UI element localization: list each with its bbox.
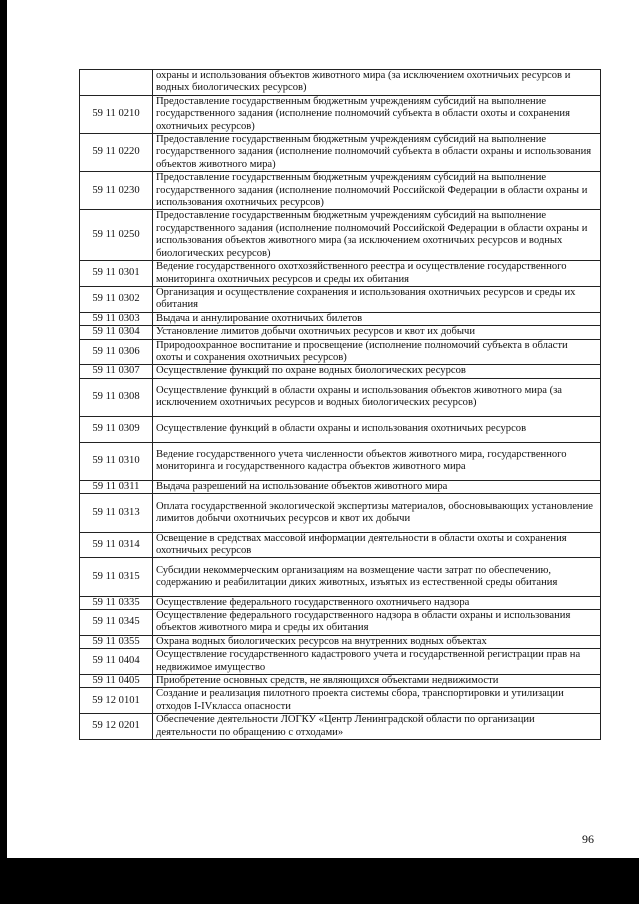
table-row: [80, 210, 601, 261]
table-row: [80, 416, 601, 442]
row-code: 59 11 0308: [80, 378, 153, 416]
table-row: [80, 134, 601, 172]
row-description: Предоставление государственным бюджетным учреждениям субсидий на выполнение государственного задания (исполнение полномочий Российской Федерации в области охраны и использования охотничьих ресурсов): [153, 172, 601, 210]
row-code: 59 11 0314: [80, 532, 153, 558]
table-row: [80, 95, 601, 133]
row-code: 59 11 0250: [80, 210, 153, 261]
table-body: [80, 70, 601, 740]
table-row: [80, 70, 601, 96]
table-row: [80, 609, 601, 635]
scan-left-edge: [0, 0, 7, 860]
row-description: Выдача разрешений на использование объектов животного мира: [153, 480, 601, 493]
row-description: Создание и реализация пилотного проекта системы сбора, транспортировки и утилизации отходов I-IVкласса опасности: [153, 688, 601, 714]
row-code: 59 11 0311: [80, 480, 153, 493]
row-description: Осуществление государственного кадастрового учета и государственной регистрации прав на недвижимое имущество: [153, 649, 601, 675]
table-row: [80, 649, 601, 675]
row-code: 59 11 0315: [80, 558, 153, 596]
row-description: Оплата государственной экологической экспертизы материалов, обосновывающих установление лимитов добычи охотничьих ресурсов и квот их добычи: [153, 494, 601, 532]
row-code: 59 11 0302: [80, 286, 153, 312]
row-description: Осуществление федерального государственного охотничьего надзора: [153, 596, 601, 609]
row-description: Освещение в средствах массовой информации деятельности в области охоты и сохранения охотничьих ресурсов: [153, 532, 601, 558]
table-row: [80, 480, 601, 493]
row-description: Субсидии некоммерческим организациям на возмещение части затрат по обеспечению, содержанию и реабилитации диких животных, изъятых из естественной среды обитания: [153, 558, 601, 596]
table-row: [80, 532, 601, 558]
row-description: Осуществление федерального государственного надзора в области охраны и использования объектов животного мира и среды их обитания: [153, 609, 601, 635]
row-code: 59 11 0355: [80, 635, 153, 648]
row-description: Ведение государственного учета численности объектов животного мира, государственного мониторинга и государственного кадастра объектов животного мира: [153, 442, 601, 480]
row-code: 59 11 0310: [80, 442, 153, 480]
row-code: 59 11 0220: [80, 134, 153, 172]
table-row: [80, 494, 601, 532]
table-row: [80, 326, 601, 339]
row-description: Организация и осуществление сохранения и использования охотничьих ресурсов и среды их обитания: [153, 286, 601, 312]
row-description: Установление лимитов добычи охотничьих ресурсов и квот их добычи: [153, 326, 601, 339]
table-row: [80, 378, 601, 416]
page-number: 96: [582, 832, 594, 846]
row-code: 59 11 0230: [80, 172, 153, 210]
row-code: 59 11 0404: [80, 649, 153, 675]
row-description: Приобретение основных средств, не являющихся объектами недвижимости: [153, 674, 601, 687]
table-row: [80, 312, 601, 325]
row-code: 59 12 0101: [80, 688, 153, 714]
row-description: охраны и использования объектов животного мира (за исключением охотничьих ресурсов и водных биологических ресурсов): [153, 70, 601, 96]
row-code: 59 12 0201: [80, 714, 153, 740]
table-row: [80, 261, 601, 287]
table-row: [80, 339, 601, 365]
row-description: Осуществление функций по охране водных биологических ресурсов: [153, 365, 601, 378]
row-code: 59 11 0335: [80, 596, 153, 609]
table-row: [80, 635, 601, 648]
row-code: 59 11 0313: [80, 494, 153, 532]
budget-codes-table: [79, 69, 601, 740]
row-code: 59 11 0304: [80, 326, 153, 339]
row-code: 59 11 0306: [80, 339, 153, 365]
scan-bottom-edge: [0, 858, 639, 904]
row-description: Предоставление государственным бюджетным учреждениям субсидий на выполнение государственного задания (исполнение полномочий субъекта в области охраны и использования объектов животного мира): [153, 134, 601, 172]
row-code: 59 11 0345: [80, 609, 153, 635]
row-code: 59 11 0307: [80, 365, 153, 378]
row-description: Предоставление государственным бюджетным учреждениям субсидий на выполнение государственного задания (исполнение полномочий Российской Федерации в области охраны и использования объектов животного мира (за исключением охотничьих ресурсов и водных биологических ресурсов): [153, 210, 601, 261]
table-row: [80, 674, 601, 687]
row-code: [80, 70, 153, 96]
table-row: [80, 558, 601, 596]
row-description: Природоохранное воспитание и просвещение (исполнение полномочий субъекта в области охоты и сохранения охотничьих ресурсов): [153, 339, 601, 365]
table-row: [80, 172, 601, 210]
row-code: 59 11 0301: [80, 261, 153, 287]
row-code: 59 11 0405: [80, 674, 153, 687]
table-row: [80, 442, 601, 480]
row-code: 59 11 0303: [80, 312, 153, 325]
table-row: [80, 365, 601, 378]
table-row: [80, 714, 601, 740]
row-code: 59 11 0309: [80, 416, 153, 442]
row-description: Ведение государственного охотхозяйственного реестра и осуществление государственного мониторинга охотничьих ресурсов и среды их обитания: [153, 261, 601, 287]
row-description: Выдача и аннулирование охотничьих билетов: [153, 312, 601, 325]
row-description: Охрана водных биологических ресурсов на внутренних водных объектах: [153, 635, 601, 648]
table-row: [80, 688, 601, 714]
table-row: [80, 286, 601, 312]
row-description: Осуществление функций в области охраны и использования охотничьих ресурсов: [153, 416, 601, 442]
row-description: Обеспечение деятельности ЛОГКУ «Центр Ленинградской области по организации деятельности по обращению с отходами»: [153, 714, 601, 740]
row-description: Осуществление функций в области охраны и использования объектов животного мира (за исключением охотничьих ресурсов и водных биологических ресурсов): [153, 378, 601, 416]
row-description: Предоставление государственным бюджетным учреждениям субсидий на выполнение государственного задания (исполнение полномочий субъекта в области охоты и сохранения охотничьих ресурсов): [153, 95, 601, 133]
row-code: 59 11 0210: [80, 95, 153, 133]
table-row: [80, 596, 601, 609]
